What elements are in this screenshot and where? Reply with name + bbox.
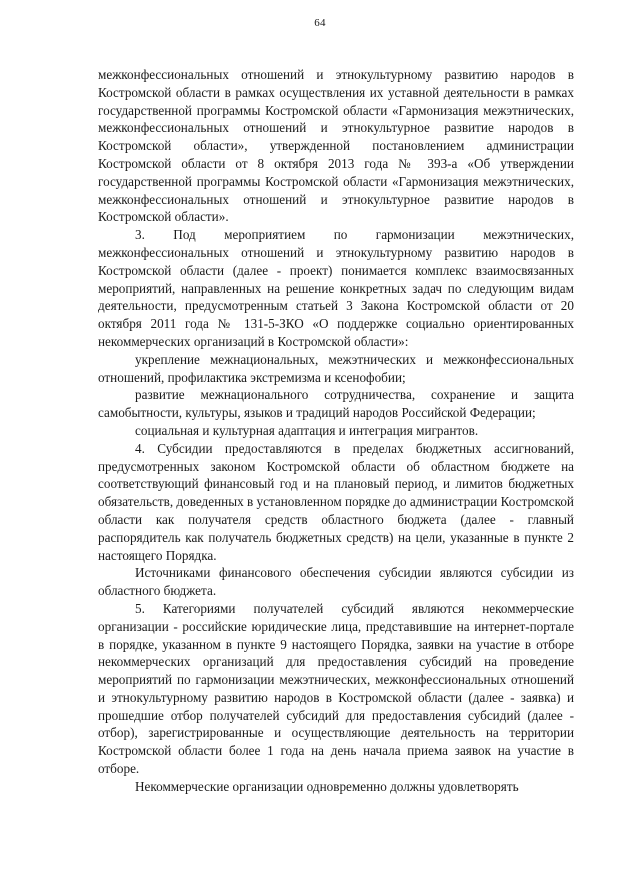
paragraph-item-5: 5. Категориями получателей субсидий являются некоммерческие организации - российские юридические лица, представившие на интернет-портале в порядке, указанном в пункте 9 настоящего Порядка, заявки на участие в отборе некоммерческих организаций для предоставления субсидий на проведение мероприятий по гармонизации межэтнических, межконфессиональных отношений и этнокультурному развитию народов в Костромской области (далее - заявка) и прошедшие отбор получателей субсидий для предоставления субсидий (далее - отбор), зарегистрированные и осуществляющие деятельность на территории Костромской области более 1 года на день начала приема заявок на участие в отборе.	[98, 600, 574, 777]
paragraph-funding-sources: Источниками финансового обеспечения субсидии являются субсидии из областного бюджета.	[98, 565, 574, 599]
paragraph-activity-adaptation: социальная и культурная адаптация и интеграция мигрантов.	[135, 422, 479, 438]
paragraph-requirements-start: Некоммерческие организации одновременно должны удовлетворять	[135, 778, 519, 794]
paragraph-activity-strengthening: укрепление межнациональных, межэтнических и межконфессиональных отношений, профилактика экстремизма и ксенофобии;	[98, 351, 574, 385]
paragraph-item-3: 3. Под мероприятием по гармонизации межэтнических, межконфессиональных отношений и этнокультурному развитию народов в Костромской области (далее - проект) понимается комплекс взаимосвязанных мероприятий, направленных на решение конкретных задач по следующим видам деятельности, предусмотренным статьей 3 Закона Костромской области от 20 октября 2011 года № 131-5-ЗКО «О поддержке социально ориентированных некоммерческих организаций в Костромской области»:	[98, 227, 574, 349]
document-body	[98, 66, 574, 796]
page-number: 64	[314, 17, 326, 29]
paragraph-item-4: 4. Субсидии предоставляются в пределах бюджетных ассигнований, предусмотренных законом Костромской области об областном бюджете на соответствующий финансовый год и на плановый период, и лимитов бюджетных обязательств, доведенных в установленном порядке до администрации Костромской области как получателя средств областного бюджета (далее - главный распорядитель как получатель бюджетных средств) на цели, указанные в пункте 2 настоящего Порядка.	[98, 440, 574, 563]
paragraph-activity-development: развитие межнационального сотрудничества, сохранение и защита самобытности, культуры, языков и традиций народов Российской Федерации;	[98, 387, 574, 421]
paragraph-continuation: межконфессиональных отношений и этнокультурному развитию народов в Костромской области в рамках осуществления их уставной деятельности в рамках государственной программы Костромской области «Гармонизация межэтнических, межконфессиональных отношений и этнокультурное развитие народов в Костромской области», утвержденной постановлением администрации Костромской области от 8 октября 2013 года № 393-а «Об утверждении государственной программы Костромской области «Гармонизация межэтнических, межконфессиональных отношений и этнокультурное развитие народов в Костромской области».	[98, 67, 574, 225]
